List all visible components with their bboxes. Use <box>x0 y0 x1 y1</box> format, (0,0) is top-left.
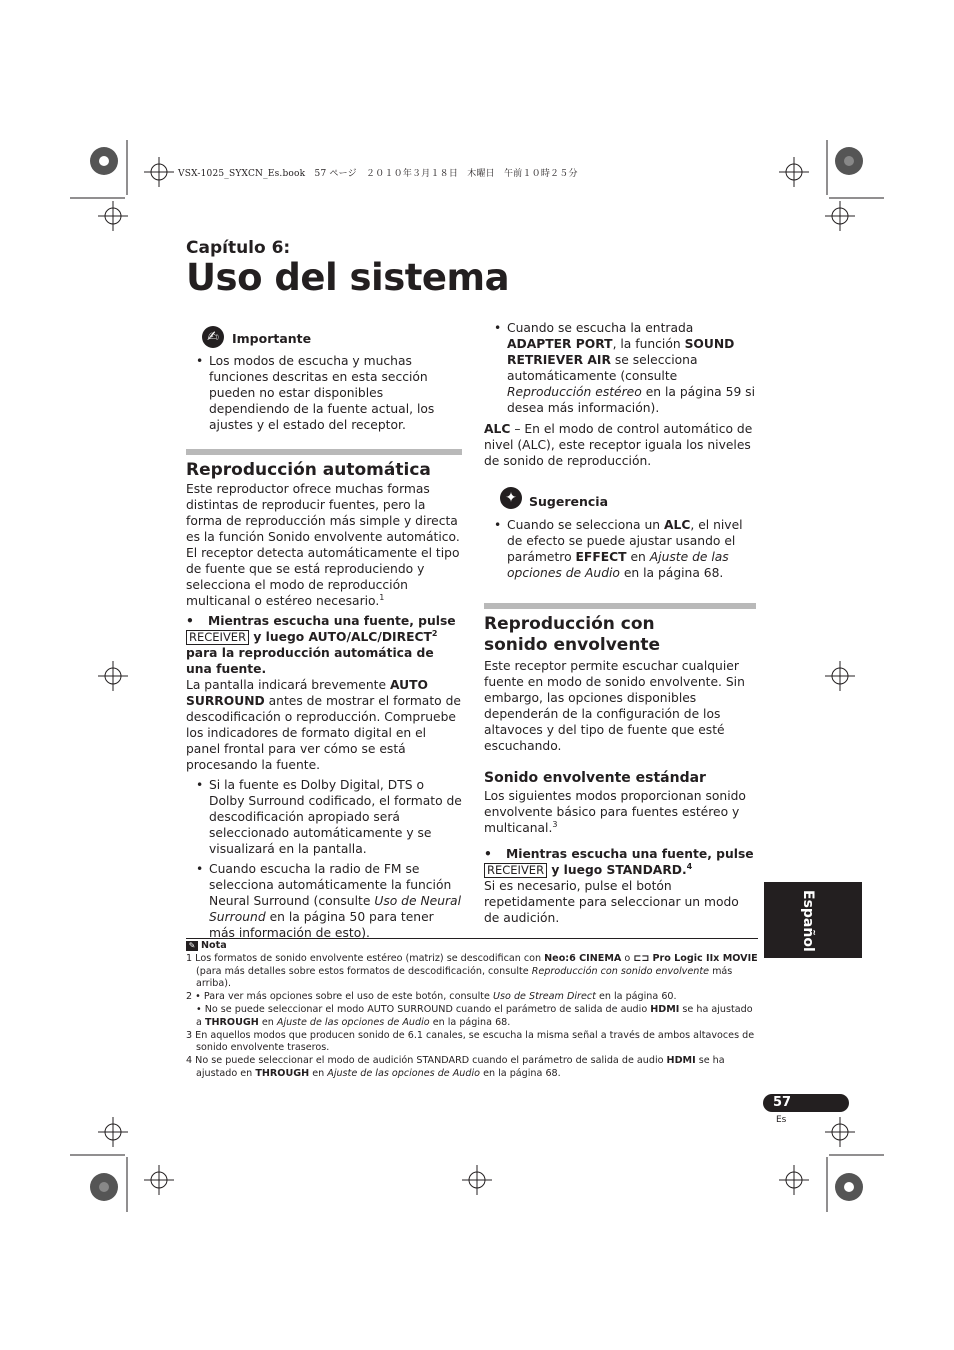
chapter-label: Capítulo 6: <box>186 238 291 258</box>
page-title: Uso del sistema <box>186 256 510 299</box>
receiver-key: RECEIVER <box>186 630 249 645</box>
lightbulb-icon: ✦ <box>500 487 522 509</box>
pencil-icon: ✎ <box>186 941 198 951</box>
note-1: 1 Los formatos de sonido envolvente estéreo (matriz) se descodifican con Neo:6 CINEMA o ⊏⊐ Pro Logic IIx MOVIE (para más detalles sobre estos formatos de descodificación, consulte Reproducción con sonido envolvente más arriba). <box>186 952 758 990</box>
section-title-auto: Reproducción automática <box>186 460 431 480</box>
alc-paragraph: ALC – En el modo de control automático de nivel (ALC), este receptor iguala los niveles de sonido de reproducción. <box>484 422 753 468</box>
section-bar <box>484 603 756 609</box>
note-4: 4 No se puede seleccionar el modo de audición STANDARD cuando el parámetro de salida de audio HDMI se ha ajustado en THROUGH en Ajuste de las opciones de Audio en la página 68. <box>186 1055 725 1079</box>
section-bar <box>186 449 462 455</box>
section-title-surround: Reproducción con sonido envolvente <box>484 614 661 655</box>
important-text: • Los modos de escucha y muchas funciones descritas en esta sección pueden no estar disponibles dependiendo de la fuente actual, los ajustes y el estado del receptor. <box>186 353 462 433</box>
auto-display-text: La pantalla indicará brevemente AUTO SURROUND antes de mostrar el formato de descodificación o reproducción. Compruebe los indicadores de formato digital en el panel frontal para ver cómo se está procesando la fuente. <box>186 678 461 772</box>
standard-step: • Mientras escucha una fuente, pulse RECEIVER y luego STANDARD.$^4$ <box>484 847 754 877</box>
auto-paragraph: Este reproductor ofrece muchas formas distintas de reproducir fuentes, pero la forma de reproducción más simple y directa es la función Sonido envolvente automático. El receptor detecta automáticamente el tipo de fuente que se está reproduciendo y selecciona el modo de reproducción multicanal o estéreo necesario.$^1$ <box>186 482 460 608</box>
note-2: 2 • Para ver más opciones sobre el uso de este botón, consulte Uso de Stream Direct en la página 60. <box>186 991 677 1003</box>
left-column <box>186 326 462 941</box>
adapter-port-bullet: • Cuando se escucha la entrada ADAPTER PORT, la función SOUND RETRIEVER AIR se selecciona automáticamente (consulte Reproducción estéreo en la página 59 si desea más información). <box>484 320 756 416</box>
auto-step: • Mientras escucha una fuente, pulse RECEIVER y luego AUTO/ALC/DIRECT$^2$ para la reproducción automática de una fuente. <box>186 614 456 676</box>
page-language: Es <box>776 1115 787 1125</box>
notes-block <box>186 940 760 1081</box>
tip-text: • Cuando se selecciona un ALC, el nivel de efecto se puede ajustar usando el parámetro EFFECT en Ajuste de las opciones de Audio en la página 68. <box>484 517 756 581</box>
right-column <box>484 320 756 926</box>
important-box <box>186 326 462 351</box>
note-2b: • No se puede seleccionar el modo AUTO SURROUND cuando el parámetro de salida de audio HDMI se ha ajustado a THROUGH en Ajuste de las opciones de Audio en la página 68. <box>196 1003 753 1028</box>
page-number: 57 <box>763 1094 849 1112</box>
receiver-key: RECEIVER <box>484 863 547 878</box>
subsection-title-standard: Sonido envolvente estándar <box>484 770 706 786</box>
important-icon: ✍ <box>202 326 224 348</box>
standard-after-text: Si es necesario, pulse el botón repetidamente para seleccionar un modo de audición. <box>484 879 739 925</box>
important-heading: Importante <box>232 331 312 346</box>
language-side-tab: Español <box>764 882 862 958</box>
notes-rule <box>186 938 758 939</box>
print-header: VSX-1025_SYXCN_Es.book 57 ページ ２０１０年３月１８日 木曜日 午前１０時２５分 <box>178 169 578 179</box>
tip-box <box>484 487 756 512</box>
surround-paragraph: Este receptor permite escuchar cualquier fuente en modo de sonido envolvente. Sin embargo, las opciones disponibles dependerán de la configuración de los altavoces y del tipo de fuente que esté escuchando. <box>484 659 745 753</box>
notes-heading: ✎ Nota <box>186 940 760 953</box>
note-3: 3 En aquellos modos que producen sonido de 6.1 canales, se escucha la misma señal a través de ambos altavoces de sonido envolvente traseros. <box>186 1029 755 1054</box>
dolby-icon: ⊏⊐ <box>633 952 650 964</box>
tip-heading: Sugerencia <box>529 494 608 509</box>
auto-bullet-1: • Si la fuente es Dolby Digital, DTS o Dolby Surround codificado, el formato de descodificación apropiado será seleccionado automáticamente y se visualizará en la pantalla. <box>186 777 462 857</box>
auto-bullet-2: • Cuando escucha la radio de FM se selecciona automáticamente la función Neural Surround (consulte Uso de Neural Surround en la página 50 para tener más información de esto). <box>186 861 462 941</box>
standard-paragraph: Los siguientes modos proporcionan sonido envolvente básico para fuentes estéreo y multicanal.$^3$ <box>484 789 746 835</box>
